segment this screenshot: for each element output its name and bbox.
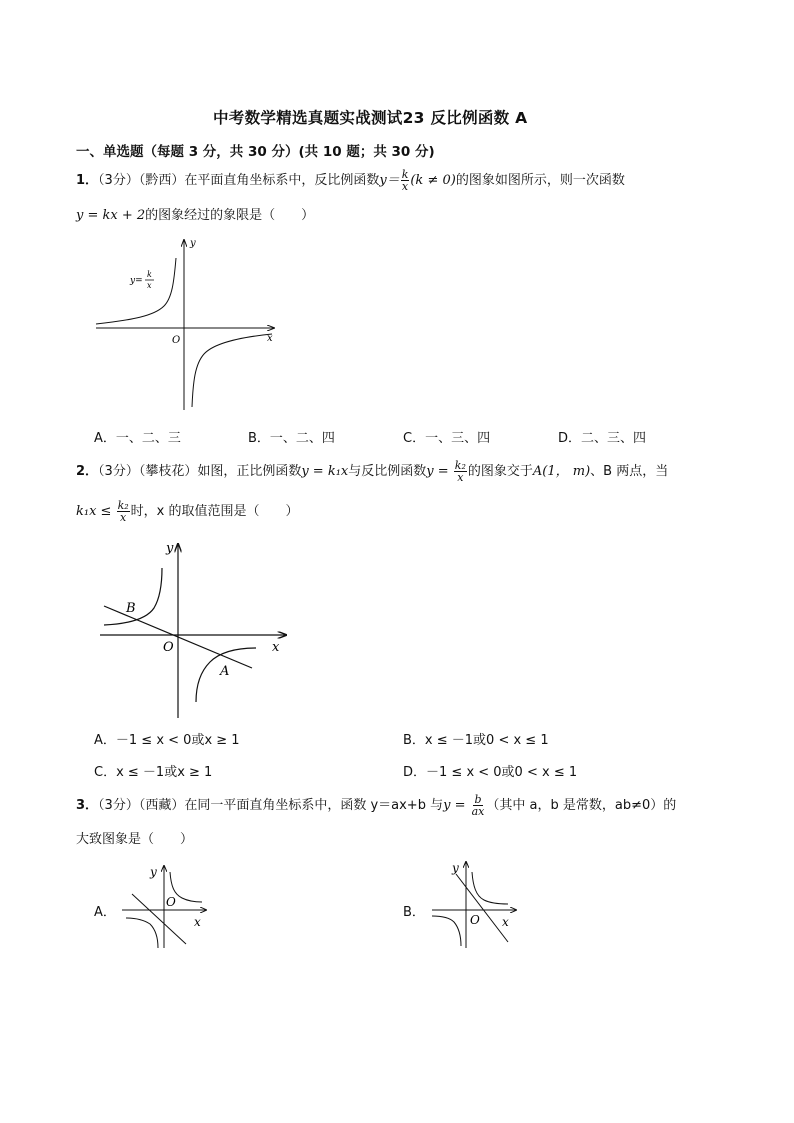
- question-2-fraction-denominator: x: [457, 471, 464, 484]
- question-2-option-d[interactable]: D．－1 ≤ x < 0或0 < x ≤ 1: [403, 765, 578, 780]
- question-3-fraction-lhs: y =: [443, 798, 470, 813]
- question-2-graph: [96, 538, 292, 722]
- question-2-prefix: （3分）（攀枝花）如图，正比例函数: [98, 464, 302, 479]
- graph-x-label: x: [194, 915, 201, 929]
- question-1-fraction-denominator: x: [401, 180, 409, 193]
- hyperbola-branch-lower-left: [432, 916, 461, 946]
- question-1-fraction: [401, 169, 410, 192]
- question-1-option-c[interactable]: C．一、三、四: [403, 431, 491, 446]
- hyperbola-branch-upper-left: [96, 258, 176, 324]
- question-1-linear-function: y = kx + 2: [76, 208, 146, 223]
- question-2-inequality-denominator: x: [120, 511, 127, 524]
- question-1-prefix: （3分）（黔西）在平面直角坐标系中，反比例函数: [98, 173, 380, 188]
- question-2-fraction: [454, 460, 467, 483]
- graph-origin-label: O: [172, 335, 181, 346]
- hyperbola-branch-lower-left: [126, 918, 158, 948]
- graph-x-label: x: [502, 915, 509, 929]
- page-title: 中考数学精选真题实战测试23 反比例函数 A: [213, 109, 528, 127]
- question-3-number: 3．: [76, 798, 99, 813]
- graph-y-label: y: [452, 861, 459, 875]
- question-1-option-a[interactable]: A．一、二、三: [94, 431, 181, 446]
- question-3-option-a[interactable]: A．: [94, 905, 116, 920]
- graph-x-label: x: [272, 640, 280, 655]
- question-2-line-2-text: 时，x 的取值范围是（ ）: [130, 504, 299, 519]
- question-2-inequality-numerator: k₂: [117, 499, 129, 512]
- graph-y-label: y: [150, 865, 157, 879]
- hyperbola-branch-upper-right: [472, 872, 508, 904]
- graph-origin-label: O: [166, 895, 176, 909]
- question-3-option-b-graph[interactable]: [428, 858, 520, 950]
- curve-label-lhs: y=: [130, 276, 143, 286]
- question-1-line-2: [76, 207, 314, 225]
- graph-origin-label: O: [470, 913, 480, 927]
- question-2-mid-3: 、B 两点，当: [590, 464, 669, 479]
- question-2-inequality-lhs: k₁x ≤: [76, 504, 116, 519]
- question-1-mid: 的图象如图所示，则一次函数: [455, 173, 625, 188]
- question-2-line-2: [76, 500, 298, 523]
- linear-function-line: [456, 874, 508, 942]
- question-1-line-2-text: 的图象经过的象限是（ ）: [145, 208, 315, 223]
- question-2-mid-2: 的图象交于: [467, 464, 533, 479]
- graph-y-label: y: [190, 238, 196, 249]
- question-2-option-a[interactable]: A．－1 ≤ x < 0或x ≥ 1: [94, 733, 240, 748]
- question-1-fraction-numerator: k: [401, 168, 409, 181]
- graph-y-label: y: [166, 541, 174, 556]
- curve-label-numerator: k: [147, 270, 152, 279]
- question-2-point-a: A(1， m): [532, 464, 591, 479]
- graph-point-a-label: A: [220, 664, 230, 679]
- question-1-option-b[interactable]: B．一、二、四: [248, 431, 335, 446]
- section-header: 一、单选题（每题 3 分，共 30 分）(共 10 题；共 30 分): [76, 144, 435, 160]
- graph-point-b-label: B: [126, 601, 136, 616]
- question-2-line-1: [76, 460, 668, 483]
- question-3-option-b[interactable]: B．: [403, 905, 425, 920]
- question-1-condition: (k ≠ 0): [410, 173, 456, 188]
- question-2-option-c[interactable]: C．x ≤ －1或x ≥ 1: [94, 765, 213, 780]
- question-2-option-b[interactable]: B．x ≤ －1或0 < x ≤ 1: [403, 733, 549, 748]
- question-3-option-a-graph[interactable]: [118, 862, 210, 950]
- question-1-line-1: [76, 169, 625, 192]
- question-1-option-d[interactable]: D．二、三、四: [558, 431, 647, 446]
- hyperbola-branch-lower-right: [192, 334, 272, 407]
- question-3-fraction: [471, 794, 486, 817]
- question-2-mid-1: 与反比例函数: [348, 464, 427, 479]
- question-1-graph: [92, 232, 282, 414]
- question-2-inequality-fraction: [117, 500, 130, 523]
- question-2-fraction-numerator: k₂: [454, 459, 466, 472]
- question-3-fraction-denominator: ax: [471, 805, 485, 818]
- question-3-line-2: 大致图象是（ ）: [76, 832, 194, 847]
- question-1-fraction-lhs: y＝: [379, 173, 400, 188]
- question-3-suffix: （其中 a，b 是常数，ab≠0）的: [486, 798, 677, 813]
- question-3-prefix: （3分）（西藏）在同一平面直角坐标系中，函数 y＝ax+b 与: [98, 798, 444, 813]
- question-1-number: 1．: [76, 173, 99, 188]
- question-2-fraction-lhs: y =: [426, 464, 453, 479]
- curve-label-denominator: x: [147, 281, 152, 290]
- question-2-direct-function: y = k₁x: [301, 464, 349, 479]
- graph-x-label: x: [267, 333, 273, 344]
- linear-function-line: [132, 894, 186, 944]
- graph-origin-label: O: [163, 640, 174, 655]
- question-2-number: 2．: [76, 464, 99, 479]
- question-3-line-1: [76, 794, 676, 817]
- hyperbola-branch-upper-left: [104, 568, 162, 625]
- question-3-fraction-numerator: b: [474, 793, 482, 806]
